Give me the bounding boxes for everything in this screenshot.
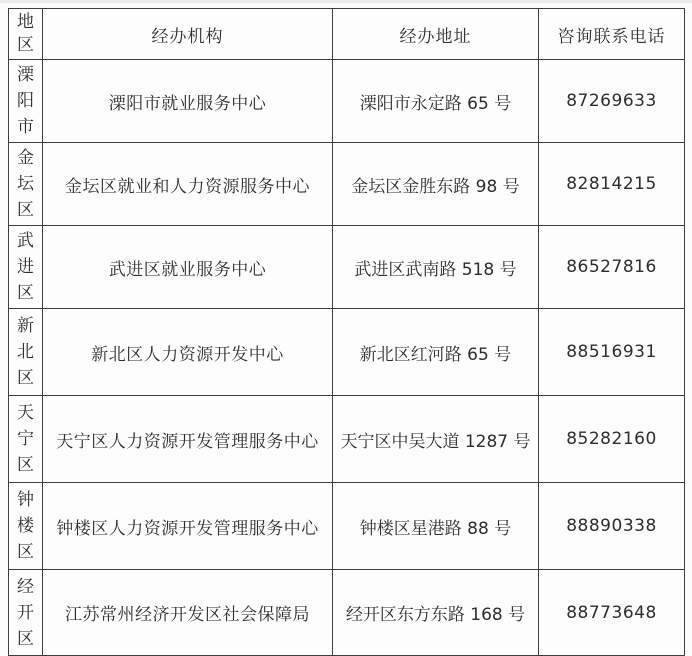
table-header-row bbox=[9, 9, 685, 60]
agency-contact-table bbox=[8, 8, 685, 656]
cell-phone: 88890338 bbox=[539, 483, 685, 570]
cell-phone: 88516931 bbox=[539, 309, 685, 396]
table-row bbox=[9, 143, 685, 226]
table-row bbox=[9, 309, 685, 396]
cell-region: 金坛区 bbox=[9, 143, 43, 226]
cell-organization: 天宁区人力资源开发管理服务中心 bbox=[43, 396, 333, 483]
cell-region: 溧阳市 bbox=[9, 60, 43, 143]
cell-address: 武进区武南路 518 号 bbox=[333, 226, 539, 309]
cell-address: 天宁区中吴大道 1287 号 bbox=[333, 396, 539, 483]
cell-region: 经开区 bbox=[9, 570, 43, 656]
cell-organization: 江苏常州经济开发区社会保障局 bbox=[43, 570, 333, 656]
table-row bbox=[9, 570, 685, 656]
cell-address: 溧阳市永定路 65 号 bbox=[333, 60, 539, 143]
table-body bbox=[9, 60, 685, 656]
cell-region: 新北区 bbox=[9, 309, 43, 396]
column-header-organization: 经办机构 bbox=[43, 9, 333, 60]
cell-phone: 88773648 bbox=[539, 570, 685, 656]
cell-organization: 金坛区就业和人力资源服务中心 bbox=[43, 143, 333, 226]
table-row bbox=[9, 396, 685, 483]
cell-organization: 溧阳市就业服务中心 bbox=[43, 60, 333, 143]
cell-organization: 武进区就业服务中心 bbox=[43, 226, 333, 309]
column-header-phone: 咨询联系电话 bbox=[539, 9, 685, 60]
table-row bbox=[9, 226, 685, 309]
cell-phone: 85282160 bbox=[539, 396, 685, 483]
cell-region: 武进区 bbox=[9, 226, 43, 309]
cell-phone: 82814215 bbox=[539, 143, 685, 226]
cell-region: 钟楼区 bbox=[9, 483, 43, 570]
cell-phone: 87269633 bbox=[539, 60, 685, 143]
cell-region: 天宁区 bbox=[9, 396, 43, 483]
column-header-region: 地区 bbox=[9, 9, 43, 60]
cell-address: 新北区红河路 65 号 bbox=[333, 309, 539, 396]
table-row bbox=[9, 60, 685, 143]
cell-phone: 86527816 bbox=[539, 226, 685, 309]
cell-address: 钟楼区星港路 88 号 bbox=[333, 483, 539, 570]
cell-address: 金坛区金胜东路 98 号 bbox=[333, 143, 539, 226]
table-row bbox=[9, 483, 685, 570]
cell-address: 经开区东方东路 168 号 bbox=[333, 570, 539, 656]
cell-organization: 钟楼区人力资源开发管理服务中心 bbox=[43, 483, 333, 570]
scan-edge-shade bbox=[0, 0, 692, 3]
column-header-address: 经办地址 bbox=[333, 9, 539, 60]
cell-organization: 新北区人力资源开发中心 bbox=[43, 309, 333, 396]
